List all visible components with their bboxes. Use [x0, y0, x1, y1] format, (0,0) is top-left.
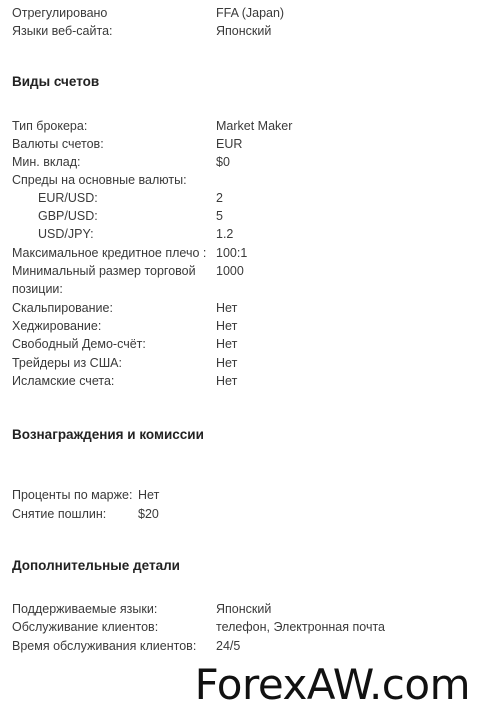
us-traders-label: Трейдеры из США:: [12, 356, 122, 370]
spread-pair: EUR/USD:: [38, 191, 98, 205]
service-hours-value: 24/5: [216, 639, 241, 653]
site-languages-label: Языки веб-сайта:: [12, 24, 113, 38]
spread-value: 5: [216, 209, 223, 223]
spread-value: 2: [216, 191, 223, 205]
customer-service-label: Обслуживание клиентов:: [12, 620, 159, 634]
accounts-heading: Виды счетов: [12, 74, 100, 89]
scalping-label: Скальпирование:: [12, 301, 113, 315]
spread-value: 1.2: [216, 227, 234, 241]
us-traders-value: Нет: [216, 356, 238, 370]
details-heading: Дополнительные детали: [12, 558, 180, 573]
withdrawal-fee-label: Снятие пошлин:: [12, 507, 107, 521]
spreads-label: Спреды на основные валюты:: [12, 173, 187, 187]
free-demo-label: Свободный Демо-счёт:: [12, 337, 146, 351]
account-currencies-value: EUR: [216, 137, 243, 151]
free-demo-value: Нет: [216, 337, 238, 351]
regulated-value: FFA (Japan): [216, 6, 285, 20]
customer-service-value: телефон, Электронная почта: [216, 620, 386, 634]
spread-pair: USD/JPY:: [38, 227, 94, 241]
min-position-label-cont: позиции:: [12, 282, 63, 296]
islamic-label: Исламские счета:: [12, 374, 115, 388]
margin-interest-value: Нет: [138, 488, 160, 502]
fees-heading: Вознаграждения и комиссии: [12, 427, 204, 442]
withdrawal-fee-value: $20: [138, 507, 159, 521]
regulated-label: Отрегулировано: [12, 6, 108, 20]
min-deposit-value: $0: [216, 155, 230, 169]
supported-languages-value: Японский: [216, 602, 272, 616]
site-languages-value: Японский: [216, 24, 272, 38]
max-leverage-label: Максимальное кредитное плечо :: [12, 246, 207, 260]
min-position-label: Минимальный размер торговой: [12, 264, 196, 278]
broker-type-value: Market Maker: [216, 119, 293, 133]
margin-interest-label: Проценты по марже:: [12, 488, 133, 502]
service-hours-label: Время обслуживания клиентов:: [12, 639, 197, 653]
min-deposit-label: Мин. вклад:: [12, 155, 81, 169]
scalping-value: Нет: [216, 301, 238, 315]
account-currencies-label: Валюты счетов:: [12, 137, 104, 151]
spread-pair: GBP/USD:: [38, 209, 98, 223]
islamic-value: Нет: [216, 374, 238, 388]
hedging-label: Хеджирование:: [12, 319, 102, 333]
site-watermark: ForexAW.com: [194, 660, 470, 709]
supported-languages-label: Поддерживаемые языки:: [12, 602, 158, 616]
max-leverage-value: 100:1: [216, 246, 248, 260]
broker-type-label: Тип брокера:: [12, 119, 88, 133]
hedging-value: Нет: [216, 319, 238, 333]
min-position-value: 1000: [216, 264, 244, 278]
